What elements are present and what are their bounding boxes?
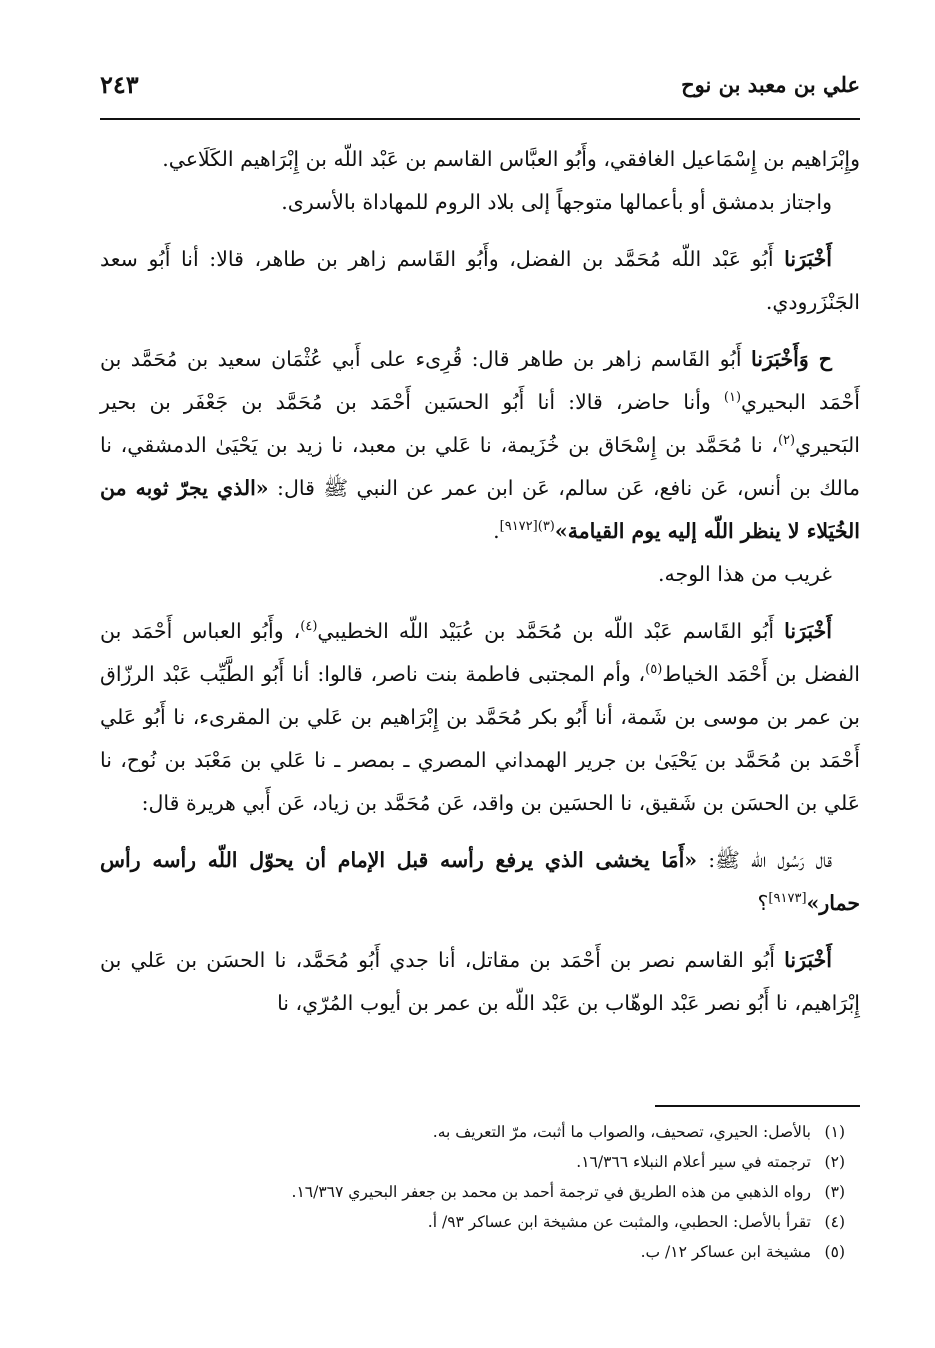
paragraph-5: غريب من هذا الوجه. (658, 562, 832, 586)
footnote-5 (100, 1237, 845, 1267)
paragraph-6-text-b: ، وأَبُو العباس أَحْمَد بن الفضل بن أَحْمَد الخياط (100, 619, 860, 686)
akhbarana-keyword: ح وَأَخْبَرَنا (751, 347, 832, 371)
akhbarana-keyword: أَخْبَرَنا (784, 619, 832, 643)
footnote-ref-4[interactable]: (٤) (300, 619, 318, 635)
footnote-ref-1[interactable]: (١) (723, 390, 742, 406)
paragraph-3 (100, 238, 860, 324)
paragraph-6-text-a: أَبُو القَاسم عَبْد اللّه بن مُحَمَّد بن عُبَيْد اللّه الخطيبي (317, 619, 785, 643)
paragraph-8-text: أَبُو القاسم نصر بن أَحْمَد بن مقاتل، أنا جدي أَبُو مُحَمَّد، نا الحسَن بن عَلي بن إِبْرَاهيم، نا أَبُو نصر عَبْد الوهّاب بن عَبْد اللّه بن عمر بن أيوب المُرّي، نا (100, 948, 860, 1015)
hadith-number: [٩١٧٢] (499, 519, 538, 535)
footnote-number: (٥) (824, 1243, 845, 1261)
footnote-text: ترجمته في سير أعلام النبلاء ١٦/٣٦٦. (576, 1153, 811, 1171)
footnote-rule (655, 1105, 860, 1107)
footnote-number: (٣) (824, 1183, 845, 1201)
footnote-text: تقرأ بالأصل: الحطبي، والمثبت عن مشيخة ابن عساكر ٩٣/ أ. (427, 1213, 811, 1231)
paragraph-1: وإِبْرَاهيم بن إِسْمَاعيل الغافقي، وأَبُو العبَّاس القاسم بن عَبْد اللّه بن إِبْرَاهيم الكَلَاعي. (162, 147, 860, 171)
hadith-number: [٩١٧٣] (768, 891, 807, 907)
paragraph-6 (100, 610, 860, 825)
paragraph-4-text-b: وأنا حاضر، قالا: أنا أَبُو الحسَين أَحْمَد بن مُحَمَّد بن جَعْفَر بن بحير البَحيري (100, 390, 860, 457)
akhbarana-keyword: أَخْبَرَنا (784, 247, 832, 271)
footnote-2 (100, 1147, 845, 1177)
footnote-3 (100, 1177, 845, 1207)
main-text (100, 138, 860, 1025)
footnote-number: (١) (824, 1123, 845, 1141)
page-number: ٢٤٣ (100, 70, 139, 99)
akhbarana-keyword: أَخْبَرَنا (784, 948, 832, 972)
footnote-1 (100, 1117, 845, 1147)
footnote-4 (100, 1207, 845, 1237)
hadith-text: «أَمَا يخشى الذي يرفع رأسه قبل الإمام أن يحوّل اللّه رأسه رأس حمار» (100, 848, 860, 915)
page-header (100, 68, 860, 108)
footnote-number: (٤) (824, 1213, 845, 1231)
paragraph-7-end: ؟ (757, 891, 769, 915)
footnote-number: (٢) (824, 1153, 845, 1171)
footnote-ref-5[interactable]: (٥) (645, 662, 663, 678)
paragraph-4-end: . (493, 519, 500, 543)
footnote-ref-2[interactable]: (٢) (777, 433, 796, 449)
paragraph-8 (100, 939, 860, 1025)
footnote-text: رواه الذهبي من هذه الطريق في ترجمة أحمد بن محمد بن جعفر البحيري ١٦/٣٦٧. (291, 1183, 811, 1201)
running-title: علي بن معبد بن نوح (681, 72, 860, 97)
paragraph-4-text-a: أَبُو القَاسم زاهر بن طاهر قال: قُرِىء على أَبي عُثْمَان سعيد بن مُحَمَّد بن أَحْمَد البحيري (100, 347, 861, 414)
paragraph-6-text-c: ، وأم المجتبى فاطمة بنت ناصر، قالوا: أنا أَبُو الطَّيِّب عَبْد الرزّاق بن عمر بن موسى بن شَمة، أنا أَبُو بكر مُحَمَّد بن إِبْرَاهيم بن عَلي بن المقرىء، نا أَبُو عَلي أَحْمَد بن مُحَمَّد بن يَحْيَىٰ بن جرير الهمداني المصري ـ بمصر ـ نا عَلي بن مَعْبَد بن نُوح، نا عَلي بن الحسَن بن شَقيق، نا الحسَين بن واقد، عَن مُحَمَّد بن زياد، عَن أَبي هريرة قال: (100, 662, 860, 815)
footnote-ref-3[interactable]: (٣) (537, 519, 555, 535)
paragraph-4 (100, 338, 860, 553)
footnote-text: مشيخة ابن عساكر ١٢/ ب. (640, 1243, 811, 1261)
footnotes (100, 1117, 845, 1267)
paragraph-3-text: أَبُو عَبْد اللّه مُحَمَّد بن الفضل، وأَبُو القَاسم زاهر بن طاهر، قالا: أنا أَبُو سعد الجَنْزَرودي. (100, 247, 860, 314)
paragraph-2: واجتاز بدمشق أو بأعمالها متوجهاً إلى بلاد الروم للمهاداة بالأسرى. (281, 190, 832, 214)
header-rule (100, 118, 860, 120)
paragraph-7-text: قال رَسُول اللّه ﷺ: (697, 848, 832, 872)
paragraph-4-text-c: ، نا مُحَمَّد بن إِسْحَاق بن خُزَيمة، نا عَلي بن معبد، نا زيد بن يَحْيَىٰ الدمشقي، نا مالك بن أنس، عَن نافع، عَن سالم، عَن ابن عمر عن النبي ﷺ قال: (100, 433, 860, 500)
hadith-text: «الذي يجرّ ثوبه من الخُيَلاء لا ينظر اللّه إليه يوم القيامة» (100, 476, 860, 543)
footnote-text: بالأصل: الحيري، تصحيف، والصواب ما أثبت، مرّ التعريف به. (432, 1123, 811, 1141)
paragraph-7 (100, 839, 860, 925)
